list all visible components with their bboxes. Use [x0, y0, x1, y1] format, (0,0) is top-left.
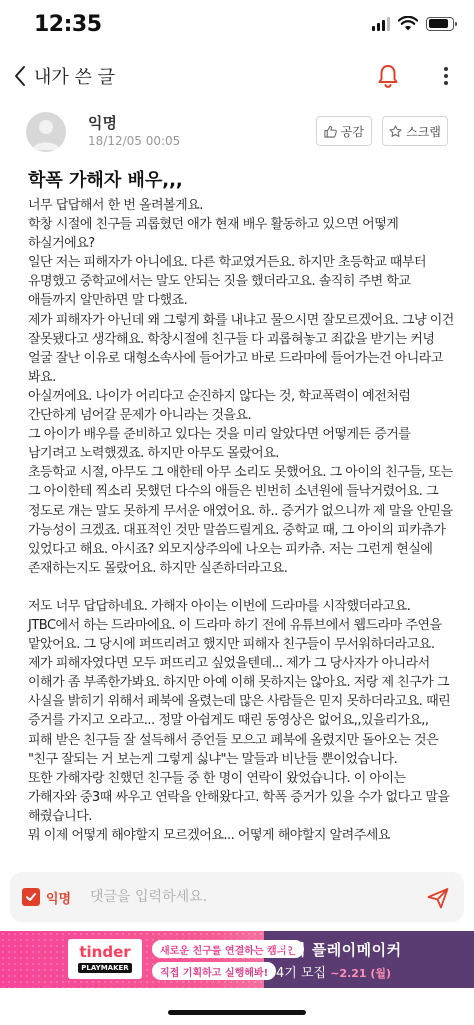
post-body	[28, 196, 454, 845]
tinder-logo-sub: PLAYMAKER	[78, 963, 131, 973]
status-icons	[372, 16, 454, 31]
scrap-button[interactable]	[382, 116, 448, 146]
tinder-logo-text: tinder	[79, 943, 131, 961]
nav-bar	[0, 52, 474, 100]
paragraph-gap	[28, 578, 454, 597]
scrap-label: 스크랩	[406, 124, 441, 139]
post-paragraph: 너무 답답해서 한 번 올려볼게요. 학창 시절에 친구들 괴롭혔던 애가 현재 배우 활동하고 있으면 어떻게 하실거에요? 일단 저는 피해자가 아니에요. 다른 학교였거든요. 하지만 초등학교 때부터 유명했고 중학교에서는 말도 안되는 짓을 했더라고요. 솔직히 주변 학교 애들까지 알만하면 말 다했죠. 제가 피해자가 아닌데 왜 그렇게 화를 내냐고 물으시면 잘모르겠어요. 그냥 이건 잘못됐다고 생각해요. 학창시절에 친구들 다 괴롭혀놓고 죄값을 받기는 커녕 얼굴 잘난 이유로 대형소속사에 들어가고 바로 드라마에 들어가는건 아니라고 봐요. 아실꺼에요. 나이가 어리다고 순진하지 않다는 것, 학교폭력이 예전처럼 간단하게 넘어갈 문제가 아니라는 것을요. 그 아이가 배우를 준비하고 있다는 것을 미리 알았다면 어떻게든 증거를 남기려고 노력했겠죠. 하지만 아무도 몰랐어요. 초등학교 시절, 아무도 그 애한테 아무 소리도 못했어요. 그 아이의 친구들, 또는 그 아이한테 찍소리 못했던 다수의 애들은 빈번히 소년원에 들낙거렸어요. 그 정도로 걔는 말도 못하게 무서운 애였어요. 하.. 증거가 없으니까 제 말을 안믿을 가능성이 크겠죠. 대표적인 것만 말씀드릴게요. 중학교 때, 그 아이의 피카츄가 있었다고 해요. 아시죠? 외모지상주의에 나오는 피카츄. 저는 그런게 현실에 존재하는지도 몰랐어요. 하지만 실존하더라고요.	[28, 198, 454, 576]
more-vertical-icon	[438, 62, 454, 90]
ad-title: 틴더 플레이메이커	[276, 941, 402, 959]
tinder-logo	[68, 939, 142, 979]
status-time: 12:35	[34, 12, 102, 37]
signal-icon	[372, 17, 390, 31]
notification-button[interactable]	[374, 62, 402, 90]
post-title: 학폭 가해자 배우,,,	[28, 170, 183, 191]
ad-tagline-1: 새로운 친구를 연결하는 캠퍼인	[152, 940, 304, 958]
ad-subtitle-row	[276, 962, 391, 981]
chevron-left-icon	[8, 60, 32, 92]
user-icon	[26, 112, 66, 152]
anonymous-label: 익명	[46, 892, 72, 907]
post-paragraph: 저도 너무 답답하네요. 가해자 아이는 이번에 드라마를 시작했더라고요. JTBC에서 하는 드라마에요. 이 드라마 하기 전에 유튜브에서 웹드라마 주연을 맡았어요. 그 당시에 퍼뜨리려고 했지만 피해자 친구들이 무서워하더라고요. 제가 피해자였다면 모두 퍼뜨리고 싶었을텐데... 제가 그 당사자가 아니라서 이해가 좀 부족한가봐요. 하지만 아예 이해 못하지는 않아요. 저랑 제 친구가 그 사실을 밝히기 위해서 페북에 올렸는데 많은 사람들은 믿지 못하더라고요. 때린 증거를 가지고 오라고... 정말 아쉽게도 때린 동영상은 없어요,,있을리가요,, 피해 받은 친구들 잘 설득해서 증언들 모으고 페북에 올렸지만 돌아오는 것은 "친구 잘되는 거 보는게 그렇게 싫냐"는 말들과 비난들 뿐이었습니다. 또한 가해자랑 친했던 친구들 중 한 명이 연락이 왔었습니다. 이 아이는 가해자와 중3때 싸우고 연락을 안해왔다고. 학폭 증거가 있을 수가 없다고 말을 해줬습니다. 뭐 이제 어떻게 해야할지 모르겠어요... 어떻게 해야할지 알려주세요	[28, 598, 451, 843]
post-date: 18/12/05 00:05	[88, 134, 181, 148]
comment-bar	[10, 872, 464, 922]
status-bar	[0, 0, 474, 52]
wifi-icon	[398, 16, 418, 31]
thumbs-up-icon	[324, 125, 337, 138]
anonymous-checkbox[interactable]	[22, 888, 40, 906]
send-button[interactable]	[426, 886, 450, 910]
avatar	[26, 112, 66, 152]
check-icon	[25, 891, 37, 903]
author-name: 익명	[88, 114, 117, 132]
post-header	[26, 108, 448, 156]
nav-title: 내가 쓴 글	[34, 67, 115, 88]
comment-input[interactable]	[90, 884, 410, 910]
star-icon	[389, 125, 402, 138]
like-button[interactable]	[316, 116, 372, 146]
like-label: 공감	[340, 124, 365, 139]
back-button[interactable]	[8, 60, 115, 92]
ad-banner[interactable]	[0, 931, 474, 988]
battery-fill	[429, 19, 449, 28]
ad-deadline: ~2.21 (월)	[330, 967, 392, 980]
ad-tagline-2: 직접 기획하고 실행해봐!	[152, 962, 276, 980]
ad-subtitle: 4기 모집	[276, 966, 327, 981]
more-button[interactable]	[438, 62, 454, 90]
home-indicator[interactable]	[168, 1010, 306, 1015]
battery-icon	[426, 17, 454, 31]
send-icon	[426, 886, 450, 910]
bell-icon	[374, 62, 402, 90]
